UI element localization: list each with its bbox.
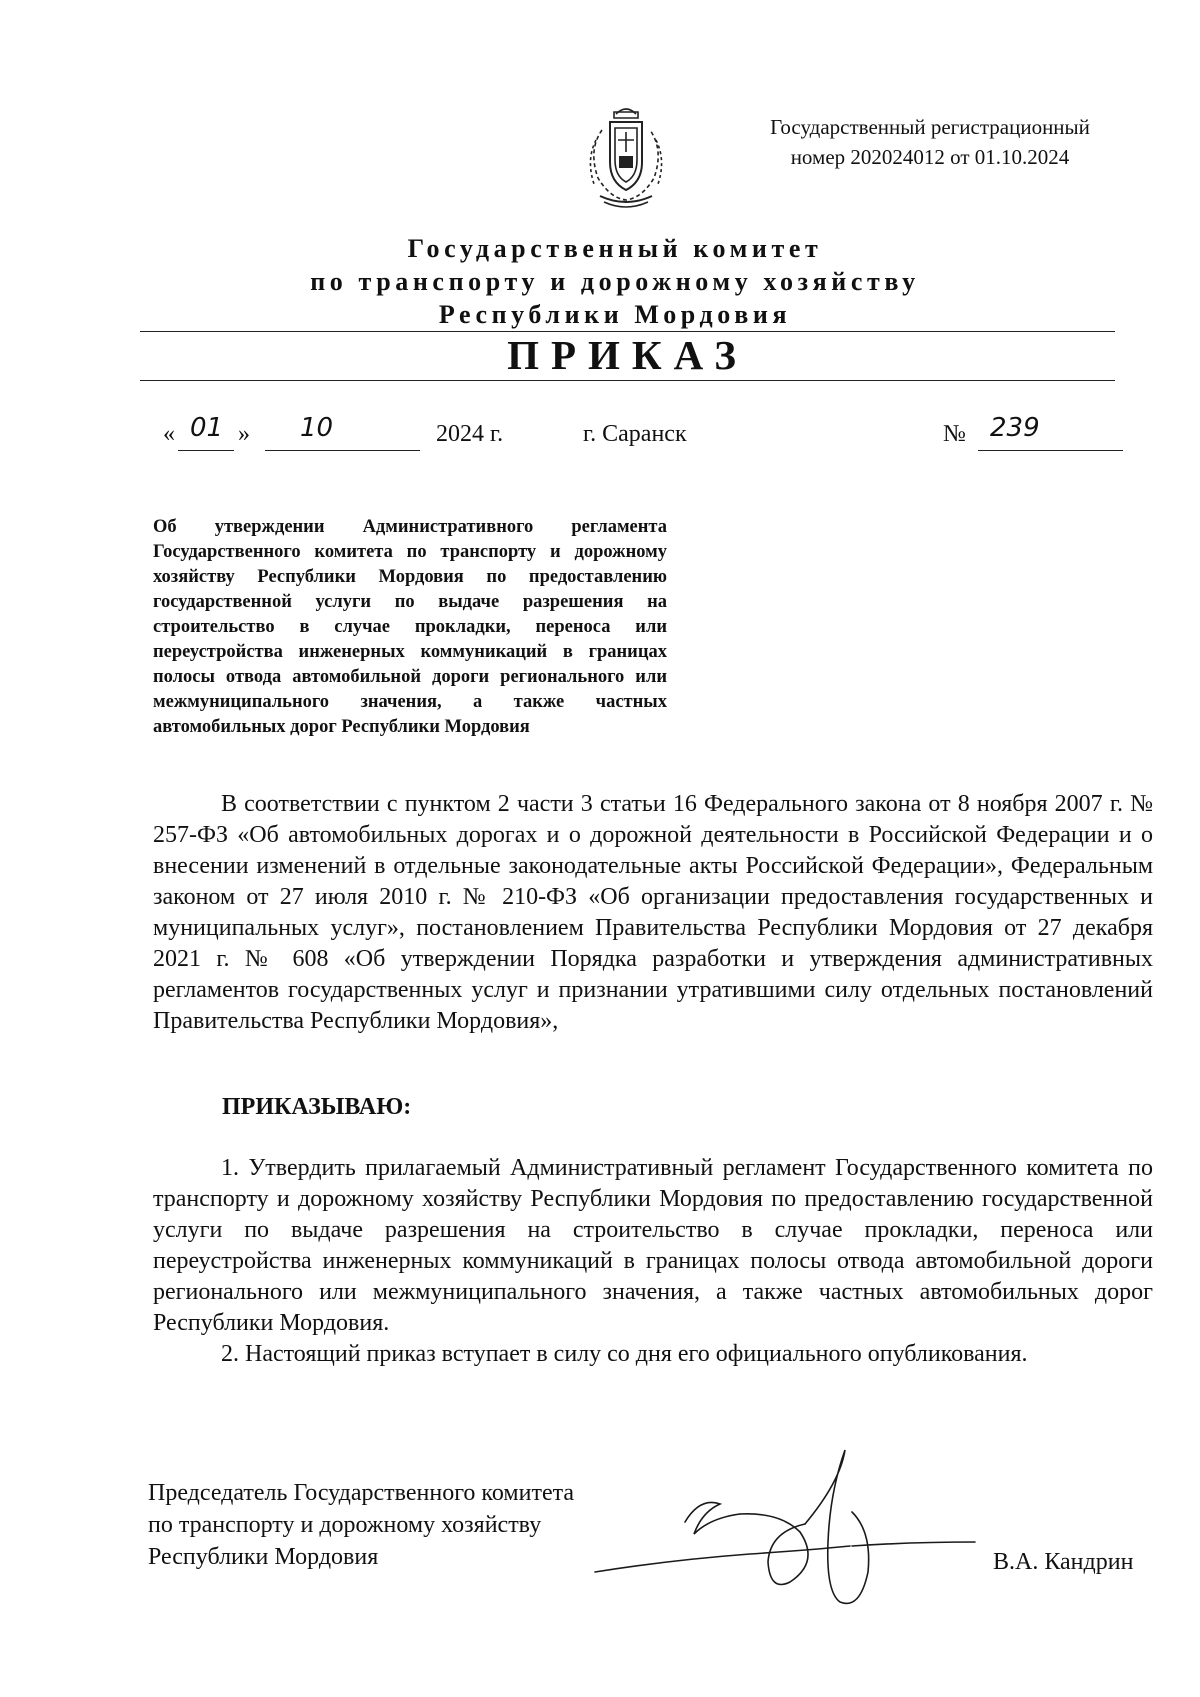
signer-position xyxy=(148,1477,574,1573)
signer-name: В.А. Кандрин xyxy=(993,1549,1134,1575)
date-day-underline xyxy=(178,450,234,451)
date-month: 10 xyxy=(300,413,334,443)
registration-number-block xyxy=(730,112,1130,172)
organization-name xyxy=(140,232,1090,331)
signer-line-2: по транспорту и дорожному хозяйству xyxy=(148,1512,542,1538)
number-label: № xyxy=(943,421,966,447)
preamble-text: В соответствии с пунктом 2 части 3 статьи 16 Федерального закона от 8 ноября 2007 г. № 257-ФЗ «Об автомобильных дорогах и о дорожной деятельности в Российской Федерации и о внесении изменений в отдельные законодательные акты Российской Федерации», Федеральным законом от 27 июля 2010 г. № 210-ФЗ «Об организации предоставления государственных и муниципальных услуг», постановлением Правительства Республики Мордовия от 27 декабря 2021 г. № 608 «Об утверждении Порядка разработки и утверждения административных регламентов государственных услуг и признании утратившими силу отдельных постановлений Правительства Республики Мордовия», xyxy=(153,791,1153,1034)
city: г. Саранск xyxy=(583,421,687,447)
date-open-quote: « xyxy=(163,421,175,447)
organization-line-2: по транспорту и дорожному хозяйству xyxy=(310,267,920,296)
organization-line-3: Республики Мордовия xyxy=(438,300,792,329)
date-day: 01 xyxy=(190,413,224,443)
header-rule-bottom xyxy=(140,380,1115,381)
subject-heading: Об утверждении Административного регламента Государственного комитета по транспорту и дорожному хозяйству Республики Мордовия по предоставлению государственной услуги по выдаче разрешения на строительство в случае прокладки, переноса или переустройства инженерных коммуникаций в границах полосы отвода автомобильной дороги регионального или межмуниципального значения, а также частных автомобильных дорог Республики Мордовия xyxy=(153,517,667,737)
order-item-1: 1. Утвердить прилагаемый Административный регламент Государственного комитета по транспорту и дорожному хозяйству Республики Мордовия по предоставлению государственной услуги по выдаче разрешения на строительство в случае прокладки, переноса или переустройства инженерных коммуникаций в границах полосы отвода автомобильной дороги регионального или межмуниципального значения, а также частных автомобильных дорог Республики Мордовия. xyxy=(153,1155,1153,1336)
document-number: 239 xyxy=(990,413,1040,443)
order-item-2: 2. Настоящий приказ вступает в силу со дня его официального опубликования. xyxy=(221,1341,1028,1367)
signer-line-1: Председатель Государственного комитета xyxy=(148,1480,575,1506)
preamble-paragraph xyxy=(153,789,1153,1037)
handwritten-signature xyxy=(590,1442,980,1617)
signer-line-3: Республики Мордовия xyxy=(148,1544,379,1570)
date-close-quote: » xyxy=(238,421,250,447)
command-word: ПРИКАЗЫВАЮ: xyxy=(222,1094,412,1120)
date-month-underline xyxy=(265,450,420,451)
date-year: 2024 г. xyxy=(436,421,504,447)
order-items xyxy=(153,1153,1153,1370)
registration-line-1: Государственный регистрационный xyxy=(770,115,1090,139)
document-type-title: ПРИКАЗ xyxy=(507,332,748,378)
number-underline xyxy=(978,450,1123,451)
registration-line-2: номер 202024012 от 01.10.2024 xyxy=(790,145,1070,169)
organization-line-1: Государственный комитет xyxy=(407,234,823,263)
coat-of-arms-icon xyxy=(580,100,672,212)
